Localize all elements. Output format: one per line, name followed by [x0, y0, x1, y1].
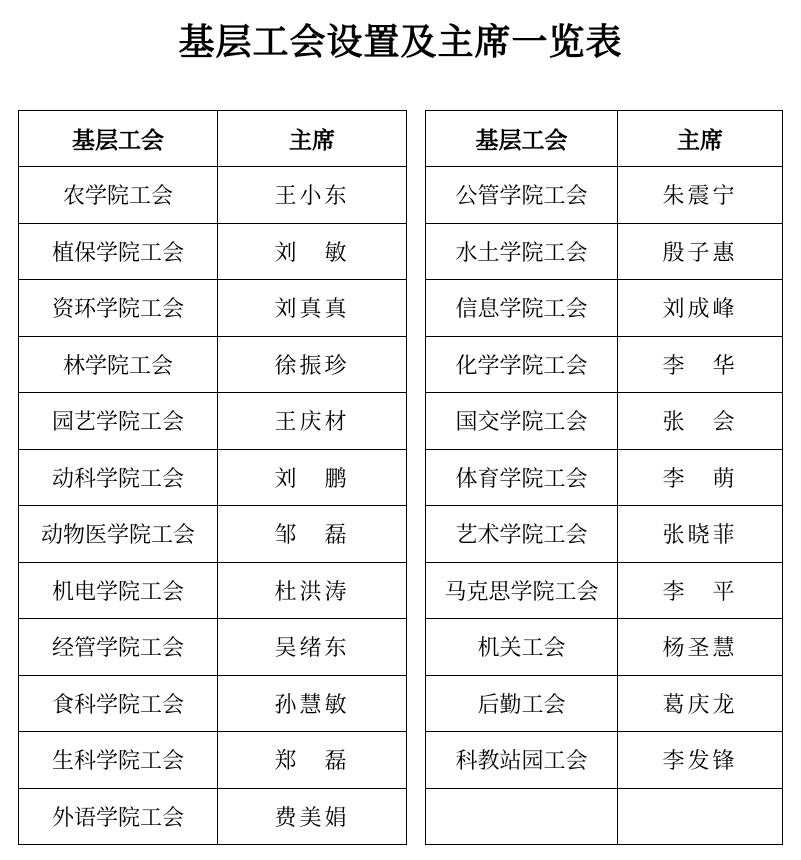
chair-name-cell: 杜洪涛 [218, 562, 407, 619]
table-row [19, 393, 407, 450]
chair-name-cell: 徐振珍 [218, 336, 407, 393]
table-row [426, 167, 783, 224]
table-row [426, 449, 783, 506]
chair-name-cell: 张 会 [618, 393, 783, 450]
union-name-cell: 艺术学院工会 [426, 506, 618, 563]
table-row [19, 675, 407, 732]
union-table-left [18, 110, 407, 845]
chair-name-cell: 刘 敏 [218, 223, 407, 280]
header-union: 基层工会 [19, 111, 218, 167]
chair-name-cell: 李发锋 [618, 732, 783, 789]
chair-name-cell: 王庆材 [218, 393, 407, 450]
table-row [19, 167, 407, 224]
table-row [19, 732, 407, 789]
union-table-right [425, 110, 783, 845]
union-name-cell: 体育学院工会 [426, 449, 618, 506]
chair-name-cell: 孙慧敏 [218, 675, 407, 732]
chair-name-cell: 李 萌 [618, 449, 783, 506]
chair-name-cell: 吴绪东 [218, 619, 407, 676]
union-name-cell: 化学学院工会 [426, 336, 618, 393]
union-name-cell: 马克思学院工会 [426, 562, 618, 619]
union-name-cell: 农学院工会 [19, 167, 218, 224]
header-row [426, 111, 783, 167]
chair-name-cell: 殷子惠 [618, 223, 783, 280]
union-name-cell: 水土学院工会 [426, 223, 618, 280]
union-name-cell: 动科学院工会 [19, 449, 218, 506]
chair-name-cell [618, 788, 783, 845]
header-chair: 主席 [218, 111, 407, 167]
table-row [19, 619, 407, 676]
table-row [426, 562, 783, 619]
union-name-cell: 科教站园工会 [426, 732, 618, 789]
union-name-cell: 林学院工会 [19, 336, 218, 393]
chair-name-cell: 王小东 [218, 167, 407, 224]
union-name-cell: 国交学院工会 [426, 393, 618, 450]
table-row [19, 223, 407, 280]
chair-name-cell: 张晓菲 [618, 506, 783, 563]
union-name-cell: 后勤工会 [426, 675, 618, 732]
chair-name-cell: 刘真真 [218, 280, 407, 337]
table-row [19, 562, 407, 619]
union-name-cell: 经管学院工会 [19, 619, 218, 676]
table-row [426, 280, 783, 337]
chair-name-cell: 李 平 [618, 562, 783, 619]
union-name-cell: 机电学院工会 [19, 562, 218, 619]
table-row [426, 732, 783, 789]
union-name-cell: 信息学院工会 [426, 280, 618, 337]
table-row [19, 449, 407, 506]
union-name-cell [426, 788, 618, 845]
union-name-cell: 食科学院工会 [19, 675, 218, 732]
table-row [426, 223, 783, 280]
table-body-left [19, 167, 407, 845]
table-row [19, 506, 407, 563]
table-row [19, 280, 407, 337]
table-row [426, 675, 783, 732]
chair-name-cell: 费美娟 [218, 788, 407, 845]
table-row [426, 619, 783, 676]
union-name-cell: 外语学院工会 [19, 788, 218, 845]
union-name-cell: 资环学院工会 [19, 280, 218, 337]
union-name-cell: 动物医学院工会 [19, 506, 218, 563]
union-name-cell: 机关工会 [426, 619, 618, 676]
chair-name-cell: 邹 磊 [218, 506, 407, 563]
chair-name-cell: 葛庆龙 [618, 675, 783, 732]
chair-name-cell: 刘 鹏 [218, 449, 407, 506]
header-union: 基层工会 [426, 111, 618, 167]
table-row [426, 788, 783, 845]
header-chair: 主席 [618, 111, 783, 167]
chair-name-cell: 李 华 [618, 336, 783, 393]
table-row [426, 336, 783, 393]
union-name-cell: 生科学院工会 [19, 732, 218, 789]
header-row [19, 111, 407, 167]
table-row [19, 336, 407, 393]
table-row [19, 788, 407, 845]
union-name-cell: 园艺学院工会 [19, 393, 218, 450]
chair-name-cell: 朱震宁 [618, 167, 783, 224]
union-name-cell: 植保学院工会 [19, 223, 218, 280]
union-name-cell: 公管学院工会 [426, 167, 618, 224]
chair-name-cell: 郑 磊 [218, 732, 407, 789]
chair-name-cell: 杨圣慧 [618, 619, 783, 676]
table-row [426, 506, 783, 563]
page-title: 基层工会设置及主席一览表 [178, 21, 623, 63]
chair-name-cell: 刘成峰 [618, 280, 783, 337]
table-row [426, 393, 783, 450]
table-body-right [426, 167, 783, 845]
